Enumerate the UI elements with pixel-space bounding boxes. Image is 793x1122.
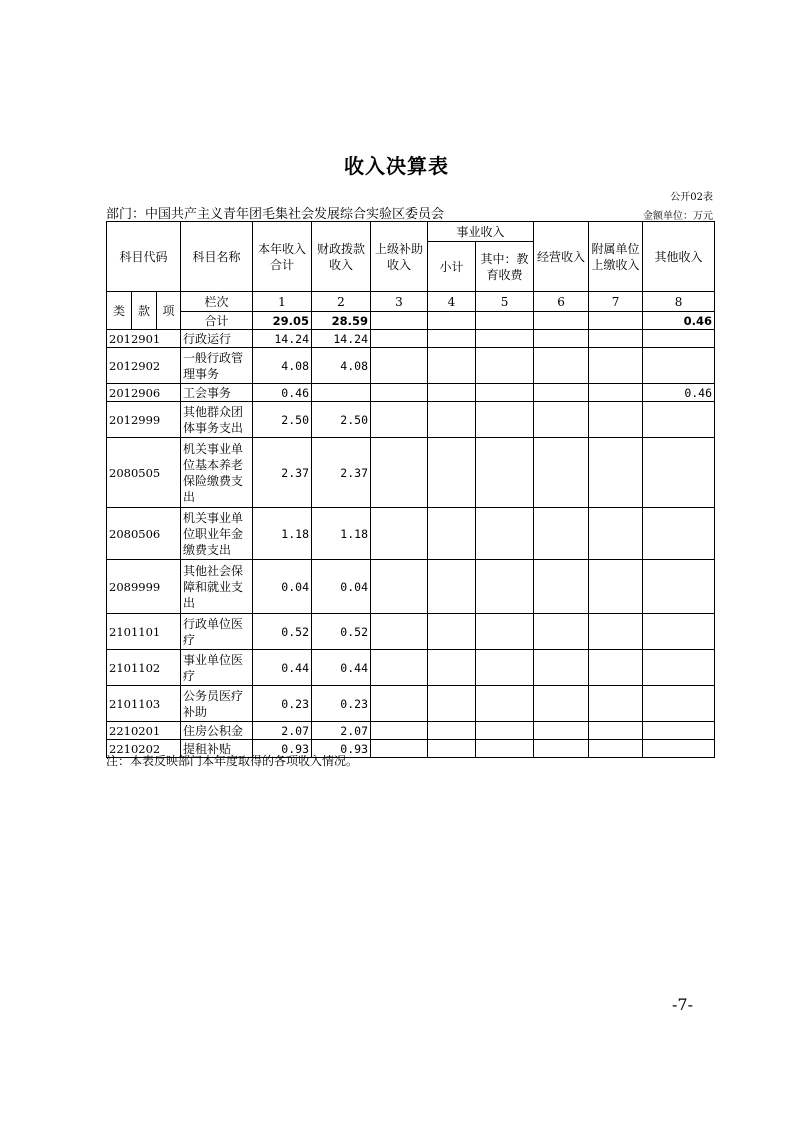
subject-name: 工会事务 — [181, 384, 253, 402]
header-business-income: 事业收入 — [428, 222, 534, 242]
header-subject-name: 科目名称 — [181, 222, 253, 292]
total-value: 29.05 — [253, 312, 312, 330]
amount-cell — [534, 348, 589, 384]
amount-cell: 0.52 — [253, 614, 312, 650]
header-subject-code: 科目代码 — [107, 222, 181, 292]
subject-name: 行政单位医疗 — [181, 614, 253, 650]
amount-cell — [371, 650, 428, 686]
amount-cell — [534, 402, 589, 438]
header-operating-income: 经营收入 — [534, 222, 589, 292]
amount-cell: 2.50 — [253, 402, 312, 438]
col-number: 5 — [476, 292, 534, 312]
amount-cell — [589, 614, 643, 650]
table-note: 注：本表反映部门本年度取得的各项收入情况。 — [106, 754, 359, 768]
subject-name: 其他群众团体事务支出 — [181, 402, 253, 438]
col-number: 3 — [371, 292, 428, 312]
amount-cell — [476, 740, 534, 758]
col-number: 4 — [428, 292, 476, 312]
subject-name: 机关事业单位基本养老保险缴费支出 — [181, 438, 253, 508]
amount-cell — [643, 330, 715, 348]
amount-unit: 金额单位：万元 — [643, 211, 713, 222]
col-number: 8 — [643, 292, 715, 312]
header-xiang: 项 — [157, 292, 181, 330]
amount-cell: 2.07 — [312, 722, 371, 740]
amount-cell — [643, 438, 715, 508]
subject-code: 2012999 — [107, 402, 181, 438]
subject-name: 公务员医疗补助 — [181, 686, 253, 722]
amount-cell — [428, 614, 476, 650]
amount-cell: 4.08 — [312, 348, 371, 384]
amount-cell — [371, 438, 428, 508]
amount-cell — [428, 438, 476, 508]
subject-name: 一般行政管理事务 — [181, 348, 253, 384]
amount-cell — [534, 614, 589, 650]
page-number: -7- — [672, 995, 693, 1014]
amount-cell — [643, 402, 715, 438]
column-number-row — [107, 292, 715, 312]
amount-cell — [428, 740, 476, 758]
amount-cell — [476, 686, 534, 722]
amount-cell — [643, 740, 715, 758]
form-number: 公开02表 — [670, 192, 713, 203]
total-value: 28.59 — [312, 312, 371, 330]
amount-cell: 0.46 — [253, 384, 312, 402]
header-superior-subsidy: 上级补助收入 — [371, 222, 428, 292]
amount-cell — [428, 348, 476, 384]
table-row — [107, 650, 715, 686]
amount-cell — [476, 438, 534, 508]
amount-cell — [371, 740, 428, 758]
header-kuan: 款 — [132, 292, 157, 330]
total-value — [428, 312, 476, 330]
amount-cell: 2.50 — [312, 402, 371, 438]
header-other-income: 其他收入 — [643, 222, 715, 292]
col-number: 6 — [534, 292, 589, 312]
subject-code: 2101101 — [107, 614, 181, 650]
amount-cell — [312, 384, 371, 402]
col-number: 2 — [312, 292, 371, 312]
amount-cell — [428, 560, 476, 614]
header-lei: 类 — [107, 292, 132, 330]
amount-cell — [534, 330, 589, 348]
amount-cell — [643, 722, 715, 740]
subject-code: 2012902 — [107, 348, 181, 384]
amount-cell — [534, 384, 589, 402]
subject-name: 机关事业单位职业年金缴费支出 — [181, 508, 253, 560]
amount-cell — [589, 560, 643, 614]
amount-cell — [534, 560, 589, 614]
header-fiscal-allocation: 财政拨款收入 — [312, 222, 371, 292]
amount-cell — [589, 402, 643, 438]
amount-cell — [534, 686, 589, 722]
subject-name: 其他社会保障和就业支出 — [181, 560, 253, 614]
amount-cell — [476, 560, 534, 614]
amount-cell — [428, 650, 476, 686]
report-title: 收入决算表 — [344, 154, 449, 178]
total-row — [107, 312, 715, 330]
col-number: 1 — [253, 292, 312, 312]
header-total-income: 本年收入合计 — [253, 222, 312, 292]
amount-cell — [589, 384, 643, 402]
amount-cell — [371, 560, 428, 614]
amount-cell — [476, 402, 534, 438]
total-value: 0.46 — [643, 312, 715, 330]
amount-cell: 0.93 — [312, 740, 371, 758]
amount-cell: 0.44 — [253, 650, 312, 686]
amount-cell: 0.52 — [312, 614, 371, 650]
header-subtotal: 小计 — [428, 242, 476, 292]
table-row — [107, 722, 715, 740]
amount-cell — [643, 614, 715, 650]
amount-cell — [428, 402, 476, 438]
amount-cell — [428, 508, 476, 560]
amount-cell: 14.24 — [253, 330, 312, 348]
total-value — [371, 312, 428, 330]
amount-cell: 0.23 — [312, 686, 371, 722]
header-subordinate-income: 附属单位上缴收入 — [589, 222, 643, 292]
amount-cell — [643, 560, 715, 614]
table-row — [107, 330, 715, 348]
subject-code: 2080506 — [107, 508, 181, 560]
amount-cell — [643, 348, 715, 384]
amount-cell — [371, 348, 428, 384]
table-row — [107, 686, 715, 722]
amount-cell — [589, 438, 643, 508]
amount-cell — [371, 384, 428, 402]
amount-cell — [428, 384, 476, 402]
total-value — [534, 312, 589, 330]
amount-cell: 0.44 — [312, 650, 371, 686]
amount-cell: 0.23 — [253, 686, 312, 722]
subject-code: 2210202 — [107, 740, 181, 758]
subject-code: 2012901 — [107, 330, 181, 348]
table-row — [107, 560, 715, 614]
amount-cell — [371, 402, 428, 438]
amount-cell — [589, 650, 643, 686]
table-row — [107, 614, 715, 650]
amount-cell — [534, 650, 589, 686]
amount-cell — [428, 722, 476, 740]
subject-code: 2080505 — [107, 438, 181, 508]
amount-cell — [371, 614, 428, 650]
amount-cell — [589, 508, 643, 560]
subject-code: 2101102 — [107, 650, 181, 686]
amount-cell: 2.07 — [253, 722, 312, 740]
amount-cell: 4.08 — [253, 348, 312, 384]
table-row — [107, 438, 715, 508]
header-edu-fee: 其中：教育收费 — [476, 242, 534, 292]
amount-cell — [534, 438, 589, 508]
amount-cell: 2.37 — [312, 438, 371, 508]
amount-cell — [371, 508, 428, 560]
amount-cell — [476, 330, 534, 348]
amount-cell — [589, 722, 643, 740]
amount-cell — [643, 686, 715, 722]
amount-cell — [476, 614, 534, 650]
amount-cell — [371, 722, 428, 740]
amount-cell: 2.37 — [253, 438, 312, 508]
col-number: 7 — [589, 292, 643, 312]
amount-cell — [589, 348, 643, 384]
amount-cell — [643, 650, 715, 686]
total-value — [476, 312, 534, 330]
total-label: 合计 — [181, 312, 253, 330]
amount-cell — [589, 740, 643, 758]
amount-cell: 1.18 — [253, 508, 312, 560]
amount-cell — [534, 740, 589, 758]
amount-cell — [428, 330, 476, 348]
subject-code: 2101103 — [107, 686, 181, 722]
amount-cell: 0.04 — [312, 560, 371, 614]
amount-cell: 0.04 — [253, 560, 312, 614]
amount-cell — [428, 686, 476, 722]
subject-code: 2210201 — [107, 722, 181, 740]
amount-cell — [476, 508, 534, 560]
amount-cell — [476, 650, 534, 686]
amount-cell: 0.46 — [643, 384, 715, 402]
subject-code: 2012906 — [107, 384, 181, 402]
amount-cell — [589, 330, 643, 348]
header-column-no: 栏次 — [181, 292, 253, 312]
total-value — [589, 312, 643, 330]
subject-name: 提租补贴 — [181, 740, 253, 758]
table-row — [107, 402, 715, 438]
amount-cell — [371, 330, 428, 348]
amount-cell: 14.24 — [312, 330, 371, 348]
subject-code: 2089999 — [107, 560, 181, 614]
income-table — [106, 221, 715, 758]
table-row — [107, 384, 715, 402]
amount-cell — [534, 722, 589, 740]
subject-name: 住房公积金 — [181, 722, 253, 740]
amount-cell: 1.18 — [312, 508, 371, 560]
amount-cell — [643, 508, 715, 560]
amount-cell — [589, 686, 643, 722]
amount-cell: 0.93 — [253, 740, 312, 758]
amount-cell — [476, 722, 534, 740]
amount-cell — [476, 384, 534, 402]
table-row — [107, 508, 715, 560]
amount-cell — [476, 348, 534, 384]
subject-name: 事业单位医疗 — [181, 650, 253, 686]
department-label: 部门：中国共产主义青年团毛集社会发展综合实验区委员会 — [106, 207, 445, 222]
amount-cell — [371, 686, 428, 722]
amount-cell — [534, 508, 589, 560]
table-row — [107, 348, 715, 384]
subject-name: 行政运行 — [181, 330, 253, 348]
